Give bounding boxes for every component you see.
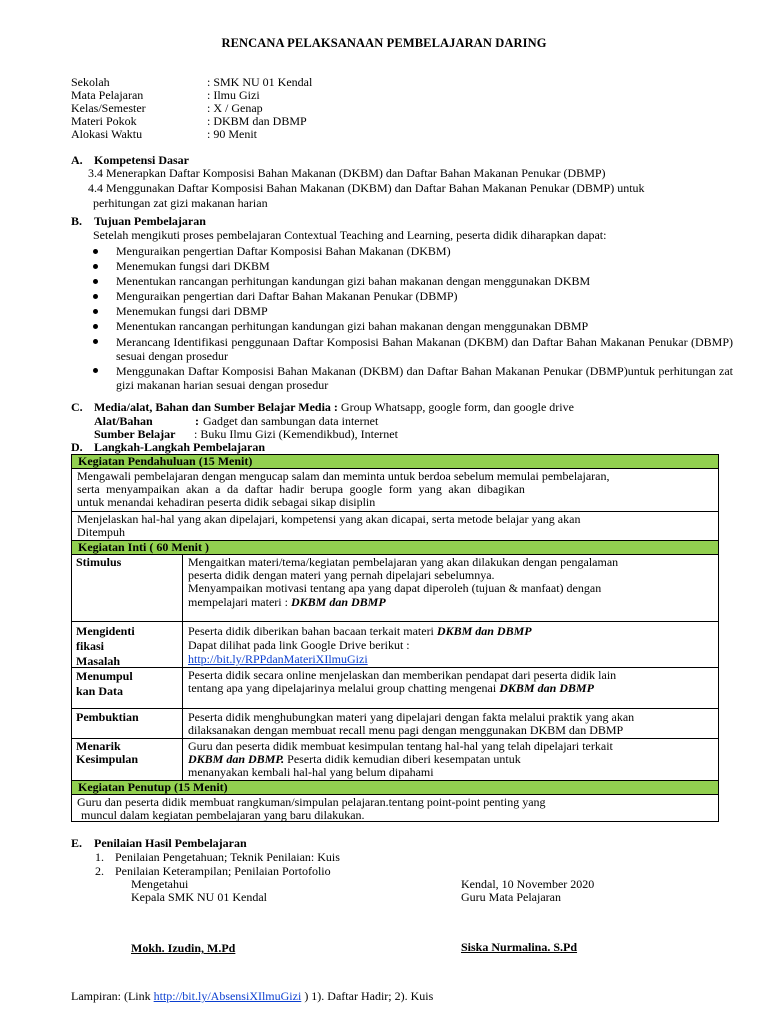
text-line: menanyakan kembali hal-hal yang belum dipahami [188, 765, 434, 780]
stage-identifikasi-label [76, 624, 135, 669]
section-number: D. [71, 440, 83, 454]
text-line: Kesimpulan [76, 752, 139, 767]
text-line: peserta didik dengan materi yang pernah dipelajari sebelumnya. [188, 568, 495, 583]
tujuan-text: Menguraikan pengertian Daftar Komposisi Bahan Makanan (DKBM) [116, 244, 451, 258]
penilaian-item [95, 851, 340, 864]
section-d-heading [71, 441, 265, 454]
identity-value: : 90 Menit [207, 127, 257, 141]
signature-right-line2: Guru Mata Pelajaran [461, 890, 561, 904]
text-span: Peserta didik kemudian diberi kesempatan untuk [284, 752, 521, 767]
stage-stimulus-label: Stimulus [76, 555, 122, 569]
absensi-link[interactable]: http://bit.ly/AbsensiXIlmuGizi [153, 989, 302, 1003]
tujuan-text: Menemukan fungsi dari DBMP [116, 304, 268, 318]
alat-separator: : [195, 414, 199, 428]
tujuan-text: Menentukan rancangan perhitungan kandungan gizi bahan makanan dengan menggunakan DKBM [116, 274, 591, 288]
emphasis-text: DKBM dan DBMP [290, 594, 386, 609]
bullet-icon [93, 264, 98, 269]
section-number: A. [71, 153, 83, 167]
stage-stimulus-desc [188, 556, 714, 609]
langkah-table [71, 454, 719, 822]
stage-pengumpulan-desc [188, 669, 714, 695]
section-number: E. [71, 836, 83, 850]
tujuan-text: Menggunakan Daftar Komposisi Bahan Makanan (DKBM) dan Daftar Bahan Makanan Penukar (DBMP)untuk perhitungan zat gizi makanan harian sesuai dengan prosedur [116, 364, 733, 392]
text-line: Menarik [76, 739, 121, 753]
document-title: RENCANA PELAKSANAAN PEMBELAJARAN DARING [221, 36, 547, 50]
bullet-icon [93, 294, 98, 299]
materi-link[interactable]: http://bit.ly/RPPdanMateriXIlmuGizi [188, 652, 368, 666]
text-line: Menumpul [76, 669, 133, 683]
text-line: dilaksanakan dengan membuat recall menu pagi dengan menggunakan DKBM dan DBMP [188, 723, 624, 738]
identity-value: : X / Genap [207, 101, 263, 115]
identity-value: : DKBM dan DBMP [207, 114, 307, 128]
text-line: Mengaitkan materi/tema/kegiatan pembelajaran yang akan dilakukan dengan pengalaman [188, 555, 619, 569]
media-value: Group Whatsapp, google form, dan google drive [340, 400, 574, 414]
bullet-icon [93, 368, 98, 373]
section-b-heading [71, 215, 206, 228]
item-number: 1. [95, 850, 104, 864]
lampiran-prefix: Lampiran: (Link [71, 989, 151, 1003]
tujuan-text: Menguraikan pengertian dari Daftar Bahan Makanan Penukar (DBMP) [116, 289, 458, 303]
text-line: Guru dan peserta didik membuat kesimpulan tentang hal-hal yang telah dipelajari terkait [188, 739, 613, 753]
signature-right-name: Siska Nurmalina. S.Pd [461, 940, 578, 954]
text-line: Dapat dilihat pada link Google Drive berikut : [188, 638, 410, 652]
text-span: tentang apa yang dipelajarinya melalui group chatting mengenai [188, 681, 497, 696]
penutup-header: Kegiatan Penutup (15 Menit) [72, 780, 718, 795]
row-divider [72, 621, 718, 622]
identity-label: Mata Pelajaran [71, 88, 144, 102]
bullet-icon [93, 324, 98, 329]
sumber-label: Sumber Belajar [94, 427, 176, 441]
emphasis-text: DKBM dan DBMP [436, 624, 532, 638]
text-line: fikasi [76, 639, 105, 653]
text-line: muncul dalam kegiatan pembelajaran yang baru dilakukan. [81, 808, 365, 823]
signature-left-line1: Mengetahui [131, 877, 189, 891]
stage-kesimpulan-label [76, 740, 138, 766]
text-span: Peserta didik diberikan bahan bacaan terkait materi [188, 624, 434, 638]
section-title: Langkah-Langkah Pembelajaran [94, 440, 266, 454]
tujuan-item [93, 364, 733, 392]
identity-label: Sekolah [71, 75, 110, 89]
pendahuluan-paragraph-1 [77, 470, 713, 510]
stage-pengumpulan-label [76, 669, 133, 699]
identity-label: Kelas/Semester [71, 101, 146, 115]
emphasis-text: DKBM dan DBMP [499, 681, 594, 696]
text-line: Mengidenti [76, 624, 135, 638]
text-line: Peserta didik secara online menjelaskan dan memberikan pendapat dari peserta didik lain [188, 668, 617, 682]
item-number: 2. [95, 864, 104, 878]
section-title: Penilaian Hasil Pembelajaran [94, 836, 247, 850]
tujuan-intro: Setelah mengikuti proses pembelajaran Contextual Teaching and Learning, peserta didik diharapkan dapat: [93, 228, 607, 242]
section-title: Kompetensi Dasar [94, 153, 189, 167]
kd-4-4-line2: perhitungan zat gizi makanan harian [93, 196, 268, 210]
pendahuluan-paragraph-2 [77, 513, 713, 539]
section-number: C. [71, 400, 83, 414]
text-line [188, 682, 714, 695]
text-line: Menyampaikan motivasi tentang apa yang dapat diperoleh (tujuan & manfaat) dengan [188, 581, 602, 596]
text-line: kan Data [76, 684, 124, 698]
pendahuluan-header: Kegiatan Pendahuluan (15 Menit) [72, 454, 718, 469]
text-line: Ditempuh [77, 525, 125, 540]
signature-right-line1: Kendal, 10 November 2020 [461, 877, 595, 891]
text-line: serta menyampaikan akan a da daftar hadir berupa google form yang akan dibagikan [77, 482, 525, 497]
bullet-icon [93, 339, 98, 344]
section-e-heading [71, 837, 247, 850]
lampiran-suffix: ) 1). Daftar Hadir; 2). Kuis [304, 989, 434, 1003]
text-line [188, 624, 714, 638]
text-line [188, 596, 714, 609]
bullet-icon [93, 309, 98, 314]
text-line: Peserta didik menghubungkan materi yang dipelajari dengan fakta melalui praktik yang akan [188, 710, 635, 724]
identity-label: Alokasi Waktu [71, 127, 143, 141]
alat-value: Gadget dan sambungan data internet [203, 414, 379, 428]
tujuan-text: Menentukan rancangan perhitungan kandungan gizi bahan makanan dengan menggunakan DBMP [116, 319, 589, 333]
stage-pembuktian-desc [188, 711, 714, 737]
sumber-value: : Buku Ilmu Gizi (Kemendikbud), Internet [194, 427, 398, 441]
inti-header: Kegiatan Inti ( 60 Menit ) [72, 540, 718, 555]
identity-label: Materi Pokok [71, 114, 137, 128]
section-title: Media/alat, Bahan dan Sumber Belajar Media : [94, 400, 338, 414]
row-divider [72, 708, 718, 709]
section-title: Tujuan Pembelajaran [94, 214, 206, 228]
bullet-icon [93, 279, 98, 284]
kd-4-4-line1: 4.4 Menggunakan Daftar Komposisi Bahan Makanan (DKBM) dan Daftar Bahan Makanan Penukar (DBMP) untuk [88, 181, 645, 195]
tujuan-text: Merancang Identifikasi penggunaan Daftar Komposisi Bahan Makanan (DKBM) dan Daftar Bahan Makanan Penukar (DBMP) sesuai dengan prosedur [116, 335, 733, 363]
tujuan-text: Menemukan fungsi dari DKBM [116, 259, 270, 273]
item-text: Penilaian Pengetahuan; Teknik Penilaian: Kuis [115, 850, 340, 864]
text-line: Masalah [76, 654, 121, 668]
text-line: Guru dan peserta didik membuat rangkuman/simpulan pelajaran.tentang point-point penting yang [77, 795, 546, 809]
stage-pembuktian-label: Pembuktian [76, 710, 139, 724]
identity-value: : SMK NU 01 Kendal [207, 75, 313, 89]
stage-identifikasi-desc [188, 624, 714, 666]
text-line: Menjelaskan hal-hal yang akan dipelajari, kompetensi yang akan dicapai, serta metode belajar yang akan [77, 512, 581, 526]
alat-label: Alat/Bahan [94, 414, 153, 428]
signature-left-name: Mokh. Izudin, M.Pd [131, 941, 236, 955]
emphasis-text: DKBM dan DBMP. [188, 752, 285, 767]
text-span: mempelajari materi : [188, 594, 288, 609]
section-number: B. [71, 214, 83, 228]
text-line: Mengawali pembelajaran dengan mengucap salam dan meminta untuk berdoa sebelum memulai pembelajaran, [77, 469, 610, 483]
item-text: Penilaian Keterampilan; Penilaian Portofolio [115, 864, 331, 878]
stage-kesimpulan-desc [188, 740, 714, 780]
bullet-icon [93, 249, 98, 254]
identity-value: : Ilmu Gizi [207, 88, 260, 102]
kd-3-4: 3.4 Menerapkan Daftar Komposisi Bahan Makanan (DKBM) dan Daftar Bahan Makanan Penukar (DBMP) [88, 166, 606, 180]
signature-left-line2: Kepala SMK NU 01 Kendal [131, 890, 267, 904]
section-c-heading [71, 401, 574, 414]
lampiran [71, 990, 433, 1003]
penutup-paragraph [77, 796, 713, 822]
text-line: untuk menandai kehadiran peserta didik sebagai sikap disiplin [77, 495, 376, 510]
tujuan-item [93, 335, 733, 363]
